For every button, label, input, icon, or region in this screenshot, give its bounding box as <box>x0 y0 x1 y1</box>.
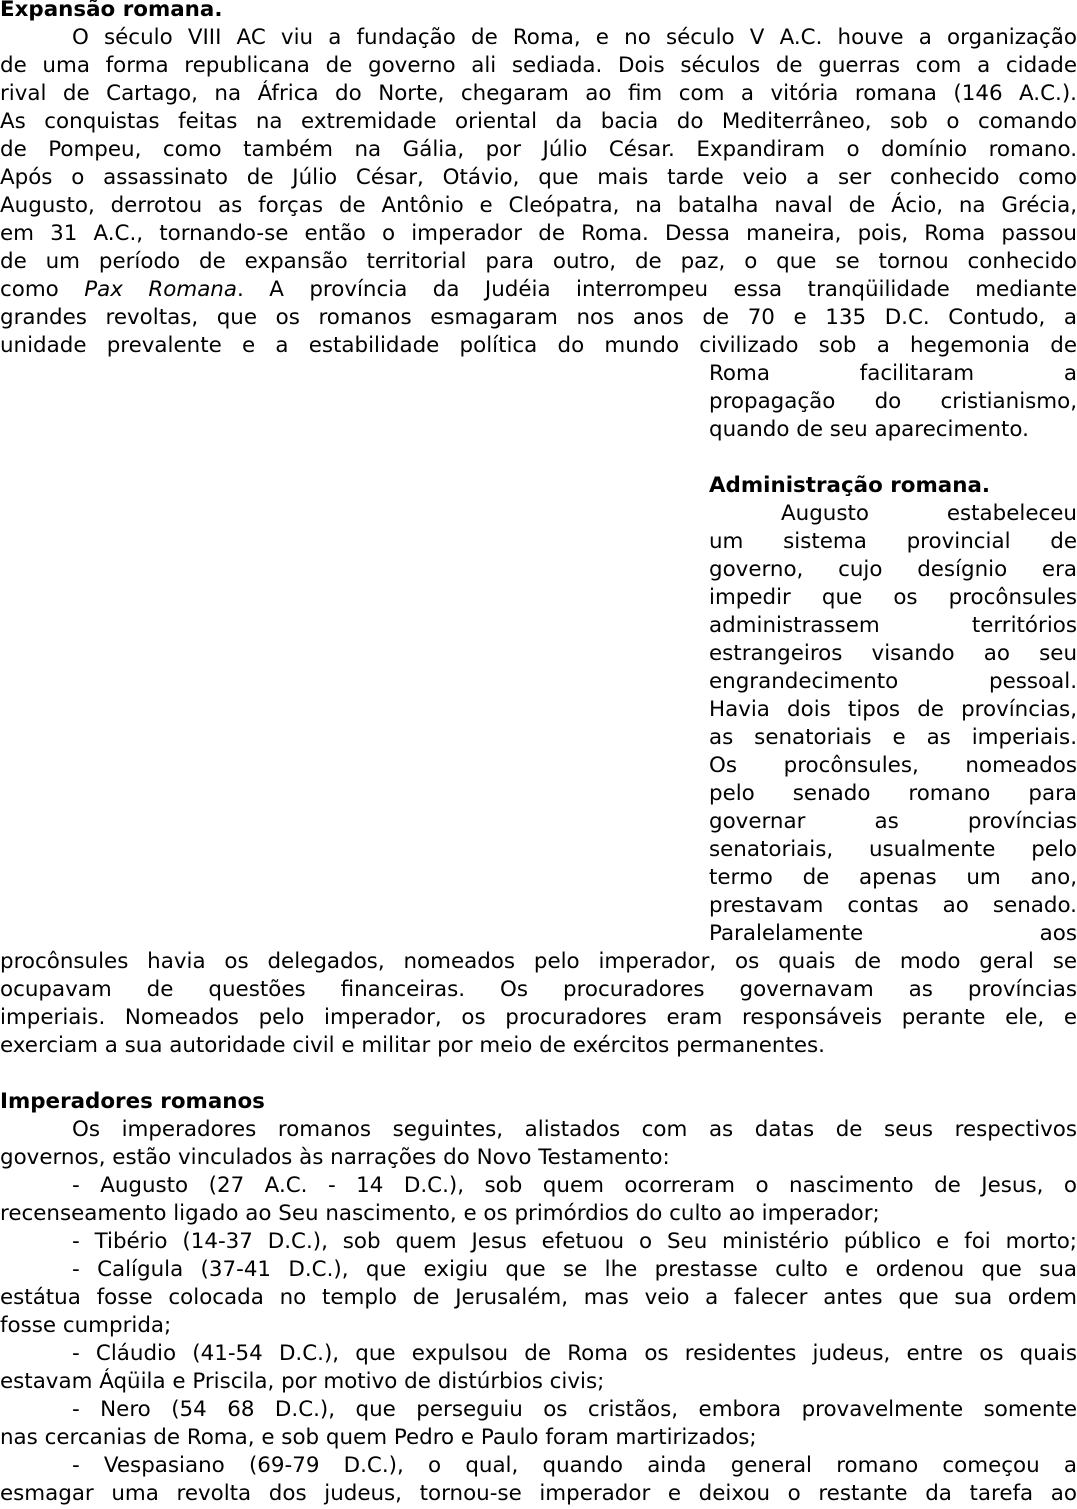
text-line: Augusto estabeleceu <box>781 501 1077 526</box>
list-item-caligula <box>0 1256 1077 1340</box>
text-line: Os imperadores romanos seguintes, alistados com as datas de seus respectivos <box>72 1117 1077 1142</box>
text-line: quando de seu aparecimento. <box>709 417 1029 442</box>
section-heading-imperadores: Imperadores romanos <box>0 1089 265 1114</box>
text-line: As conquistas feitas na extremidade oriental da bacia do Mediterrâneo, sob o comando <box>0 109 1077 134</box>
text-line-pax-romana <box>0 276 1077 304</box>
text-line: de Pompeu, como também na Gália, por Júlio César. Expandiram o domínio romano. <box>0 137 1077 162</box>
text-line: - Tibério (14-37 D.C.), sob quem Jesus efetuou o Seu ministério público e foi morto; <box>72 1229 1077 1254</box>
text-line: - Vespasiano (69-79 D.C.), o qual, quando ainda general romano começou a <box>72 1453 1077 1478</box>
text-line: um sistema provincial de <box>709 529 1077 554</box>
list-item-tiberio <box>0 1228 1077 1256</box>
text-line: estrangeiros visando ao seu <box>709 641 1077 666</box>
list-item-nero <box>0 1396 1077 1452</box>
text-line: propagação do cristianismo, <box>709 389 1077 414</box>
paragraph-imperadores-intro <box>0 1116 1077 1172</box>
text-line: recenseamento ligado ao Seu nascimento, e os primórdios do culto ao imperador; <box>0 1201 880 1226</box>
right-column-text <box>709 360 1077 444</box>
text-line: de um período de expansão territorial para outro, de paz, o que se tornou conhecido <box>0 249 1077 274</box>
text-line: de uma forma republicana de governo ali sediada. Dois séculos de guerras com a cidade <box>0 53 1077 78</box>
text-line: ocupavam de questões financeiras. Os procuradores governavam as províncias <box>0 977 1077 1002</box>
list-item-vespasiano <box>0 1452 1077 1508</box>
text-fragment: . A província da Judéia interrompeu essa tranqüilidade mediante <box>236 277 1077 302</box>
text-line: fosse cumprida; <box>0 1313 172 1338</box>
text-line: estavam Áqüila e Priscila, por motivo de distúrbios civis; <box>0 1369 605 1394</box>
text-line: governar as províncias <box>709 809 1077 834</box>
text-line: engrandecimento pessoal. <box>709 669 1077 694</box>
text-line: termo de apenas um ano, <box>709 865 1077 890</box>
text-line: esmagar uma revolta dos judeus, tornou-se imperador e deixou o restante da tarefa ao <box>0 1481 1077 1506</box>
text-line: - Calígula (37-41 D.C.), que exigiu que se lhe prestasse culto e ordenou que sua <box>72 1257 1077 1282</box>
section-heading-administracao: Administração romana. <box>709 473 991 498</box>
paragraph-expansao <box>0 24 1077 444</box>
text-line: Os procônsules, nomeados <box>709 753 1077 778</box>
text-line: administrassem territórios <box>709 613 1077 638</box>
text-line: Roma facilitaram a <box>709 361 1077 386</box>
text-line: - Nero (54 68 D.C.), que perseguiu os cristãos, embora provavelmente somente <box>72 1397 1077 1422</box>
text-line: as senatoriais e as imperiais. <box>709 725 1077 750</box>
text-line: impedir que os procônsules <box>709 585 1077 610</box>
text-line: Paralelamente aos <box>709 921 1077 946</box>
text-line: senatoriais, usualmente pelo <box>709 837 1077 862</box>
text-line: nas cercanias de Roma, e sob quem Pedro e Paulo foram martirizados; <box>0 1425 757 1450</box>
text-line: exerciam a sua autoridade civil e militar por meio de exércitos permanentes. <box>0 1033 825 1058</box>
blank-line <box>0 444 1077 472</box>
text-line: Havia dois tipos de províncias, <box>709 697 1077 722</box>
text-line: - Augusto (27 A.C. - 14 D.C.), sob quem ocorreram o nascimento de Jesus, o <box>72 1173 1077 1198</box>
text-line: Após o assassinato de Júlio César, Otávio, que mais tarde veio a ser conhecido como <box>0 165 1077 190</box>
pax-romana-italic: Pax Romana <box>84 277 237 302</box>
text-line: O século VIII AC viu a fundação de Roma, e no século V A.C. houve a organização <box>72 25 1077 50</box>
text-line: estátua fosse colocada no templo de Jerusalém, mas veio a falecer antes que sua ordem <box>0 1285 1077 1310</box>
blank-line <box>0 1060 1077 1088</box>
section-heading-expansao: Expansão romana. <box>0 0 223 22</box>
text-line: prestavam contas ao senado. <box>709 893 1077 918</box>
text-line: procônsules havia os delegados, nomeados pelo imperador, os quais de modo geral se <box>0 949 1077 974</box>
text-line: Augusto, derrotou as forças de Antônio e Cleópatra, na batalha naval de Ácio, na Grécia, <box>0 193 1077 218</box>
text-line: unidade prevalente e a estabilidade política do mundo civilizado sob a hegemonia de <box>0 333 1077 358</box>
text-line: imperiais. Nomeados pelo imperador, os procuradores eram responsáveis perante ele, e <box>0 1005 1077 1030</box>
text-line: - Cláudio (41-54 D.C.), que expulsou de Roma os residentes judeus, entre os quais <box>72 1341 1077 1366</box>
text-line: em 31 A.C., tornando-se então o imperador de Roma. Dessa maneira, pois, Roma passou <box>0 221 1077 246</box>
text-line: grandes revoltas, que os romanos esmagaram nos anos de 70 e 135 D.C. Contudo, a <box>0 305 1077 330</box>
text-line: rival de Cartago, na África do Norte, chegaram ao fim com a vitória romana (146 A.C.). <box>0 81 1077 106</box>
list-item-augusto <box>0 1172 1077 1228</box>
text-fragment: como <box>0 277 59 302</box>
text-line: governo, cujo desígnio era <box>709 557 1077 582</box>
list-item-claudio <box>0 1340 1077 1396</box>
paragraph-administracao-cont <box>0 948 1077 1060</box>
text-line: pelo senado romano para <box>709 781 1077 806</box>
right-column-administracao <box>709 472 1077 948</box>
text-line: governos, estão vinculados às narrações do Novo Testamento: <box>0 1145 670 1170</box>
